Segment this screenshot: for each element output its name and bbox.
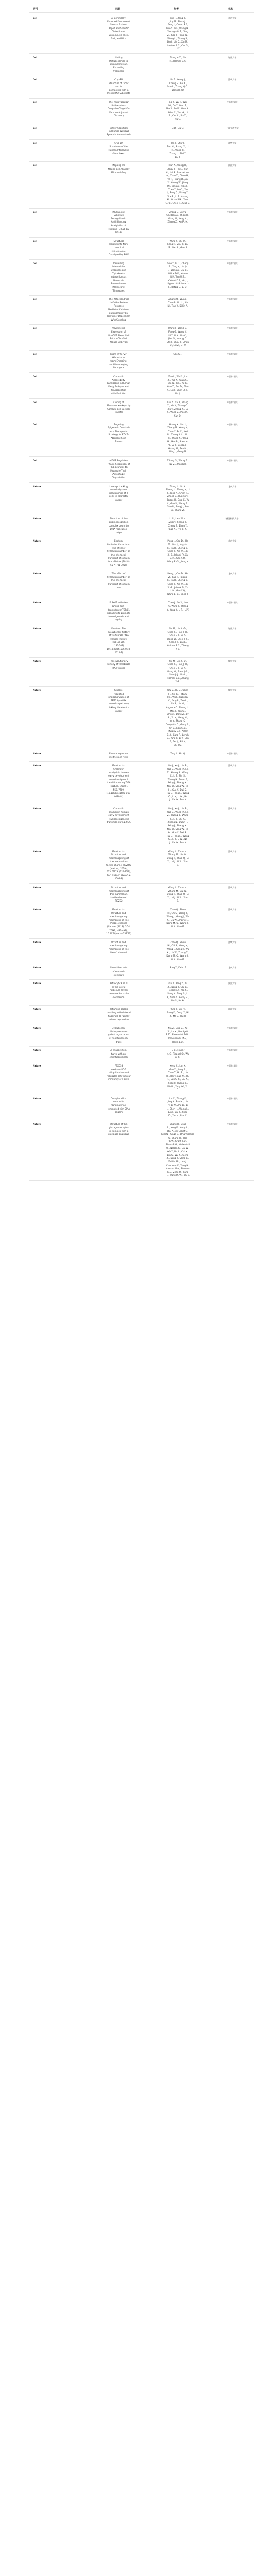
header-divider: [29, 12, 254, 13]
cell-journal: Nature: [33, 752, 41, 755]
cell-title: Structure of the glucagon receptor in complex with a glucagon analogue: [108, 1123, 129, 1136]
cell-institution: 中国科学院: [227, 101, 238, 103]
cell-journal: Nature: [33, 659, 41, 662]
cell-journal: Cell: [33, 17, 37, 19]
cell-title: Cryo-EM Structure of Dicer and Its Complexes with a Pre-miRNA Substrate: [107, 78, 130, 95]
cell-institution: 中国科学院: [227, 1064, 238, 1067]
cell-authors: Gao G.F.: [173, 353, 182, 355]
row-divider: [29, 979, 254, 980]
cell-authors: Liu X., Zhang F., Jing X., Pan M., Liu P., Li W., Zhu B., Li J., Chen H., Wang L., Lin J., Liu Y., Zhao D., Yan H., Fan C.: [166, 1097, 189, 1117]
cell-authors: Zhang L., Yu X., Zheng L., Zhang Y., Li Y., Fang N., Chen R., Zhang B., Huang Y., Booce H., Guo X., Yu Y., Guo S., Wang Z., Gao R., Peng J., Ren X., Zhang Z.: [166, 484, 190, 511]
cell-institution: 清华大学: [228, 908, 237, 911]
cell-journal: Nature: [33, 627, 41, 630]
cell-journal: Nature: [33, 886, 41, 889]
cell-title: Chromatin Accessibility Landscape in Human Early Embryos and Its Association with Evolution: [107, 375, 131, 395]
cell-authors: Wu D., Hu D., Chen H., Shi G., Fetahu I.S., Wu F., Rabidou K., Fang R., Tan L., Xu S., Liu H., Argueta C., Zhang L., Mao F., Yan G., Chen J., Dong Z., Lv R., Xu Y., Wang M., Ye Y., Zhang S., Duquette D., Geng S., Yin C., Lian C.G., Murphy G.F., Adler G.K., Garg R., Lynch L., Yang P., Li Y., Lan F., Fan J., Shi Y., Shi Y.G.: [166, 689, 190, 746]
cell-journal: Cell: [33, 353, 37, 355]
cell-journal: Nature: [33, 982, 41, 985]
cell-institution: 中国科学院: [227, 210, 238, 213]
cell-title: The Mitochondrial Unfolded Protein Response Mediated Cell-Non- autonomously by Retromer-Dependent Wnt Signaling: [107, 298, 130, 321]
cell-authors: Gao L., Wu K., Liu Z., Yao X., Yuan S., Tao W., Yi L., Yu G., Hou Z., Fan D., Tian Y., Liu J., Chen Z.-J., Liu J.: [167, 375, 189, 395]
cell-institution: 清华大学: [228, 807, 237, 810]
cell-journal: Nature: [33, 764, 41, 767]
cell-title: Visualizing Intercellular Organelle and Cytoskeletal Interactions at Nanoscale Resolution on Millisecond Timescales: [110, 261, 127, 292]
cell-authors: Peng J., Cao D., He Z., Guo J., Hapala P., Ma R., Cheng B., Chen J., Xie W.J., Li X.-Z., Jelinek P., Xu L.-M., Gao Y.Q., Wang E.-G., Jiang Y.: [167, 572, 189, 595]
cell-journal: Nature: [33, 1027, 41, 1030]
cell-journal: Nature: [33, 807, 41, 810]
cell-institution: 中国科学院: [227, 1027, 238, 1030]
cell-title: Cryo-EM Structures of the Human Interleukin Complexes: [108, 142, 129, 155]
cell-authors: Sun F., Zeng J., Jing M., Zhou J., Feng J., Owen S.F., Luo Y., Li F., Wang H., Yamaguchi T., Yong Z., Gao Y., Peng W., Wang L., Zhang S., Du J., Lin D., Xu M., Kreitzer A.C., Cui G., Li Y.: [166, 17, 189, 50]
cell-title: Mapping the Mouse Cell Atlas by Microwell-Seq: [108, 164, 130, 174]
row-divider: [29, 482, 254, 483]
cell-authors: Peng J., Cao D., He Z., Guo J., Hapala P., Ma R., Cheng B., Chen J., Xie W.J., Li X.-Z., Jelinek P., Xu L.-M., Gao Y.Q., Wang E.-G., Jiang Y.: [167, 539, 189, 563]
cell-title: Targeting Epigenetic Crosstalk as a Therapeutic Strategy for EZH2- Aberrant Solid Tumors: [107, 423, 130, 443]
cell-institution: 北京大学: [228, 484, 237, 488]
header-title: 标题: [115, 8, 121, 11]
cell-title: ELMO2 activates amino-acid- dependent mTORC1 signalling to promote tumorigenesis and ageing: [107, 601, 131, 621]
row-divider: [29, 350, 254, 351]
cell-authors: Zhang Q., Wu X., Chen P., Liu L., Xin N., Tian Y., Dillin A.: [167, 298, 188, 308]
cell-journal: Cell: [33, 210, 37, 213]
cell-journal: Nature: [33, 689, 41, 691]
cell-journal: Cell: [33, 78, 37, 81]
row-divider: [29, 139, 254, 140]
cell-journal: Cell: [33, 101, 37, 103]
cell-authors: Huang X., Yan J., Zhang M., Wang Y., Chen Y., Fu X., Wei R., Zheng X.-L., Liu Z., Zhang X., Yang H., Hao B., Shen Y.- Y., Su Y., Cong X., Huang M., Tan M., Ding J., Geng M.: [167, 423, 188, 453]
cell-institution: 清华大学: [228, 940, 237, 944]
cell-title: Chromatin analysis in human early development reveals epigenetic transition during ZGA: [107, 807, 131, 824]
cell-title: The Microvascular Pathway to a Drug-able Target for Vaccine Adjuvant Discovery: [107, 101, 130, 117]
cell-title: Asymmetric Expression of LincGET Biases Cell Fate in Two-Cell Mouse Embryos: [108, 327, 130, 343]
cell-title: A Genetically Encoded Fluorescent Sensor Enables Rapid and Specific Detection of Dopamine in Flies, Fish, and Mice: [107, 17, 130, 40]
cell-title: A Triassic stem turtle with an edentulous beak: [109, 1049, 128, 1059]
cell-title: Count the costs of economic slowdown: [110, 966, 128, 976]
cell-journal: Cell: [33, 164, 37, 167]
cell-institution: 浙江大学: [228, 164, 237, 167]
cell-journal: Cell: [33, 327, 37, 330]
cell-institution: 清华大学: [228, 78, 237, 81]
cell-institution: 中国科学院: [227, 459, 238, 462]
cell-authors: Li C., Fraser N.C., Rieppel O., Wu X.-C.: [166, 1049, 189, 1059]
row-divider: [29, 1005, 254, 1006]
cell-title: The evolutionary history of vertebrate RNA viruses: [107, 659, 130, 669]
cell-title: FBXO38 mediates PD-1 ubiquitination and regulates anti-tumour immunity of T cells: [107, 1064, 131, 1081]
cell-authors: Wang Y., Shi M., Feng H., Zhu Y., Liu S., Gao A., Gao P.: [167, 239, 188, 249]
cell-authors: Wang L., Zhou H., Zhang M., Liu W., Deng T., Zhao Q., Li Y., Lei J., Li X., Xiao B.: [167, 886, 189, 903]
cell-institution: 中国科学院: [227, 1097, 238, 1100]
row-divider: [29, 161, 254, 162]
cell-journal: Nature: [33, 601, 41, 604]
row-divider: [29, 657, 254, 658]
cell-journal: Nature: [33, 1097, 41, 1100]
cell-title: Evolutionary history resolves global organization of root functional traits: [108, 1027, 130, 1043]
cell-journal: Cell: [33, 261, 37, 265]
cell-journal: Cell: [33, 239, 37, 242]
cell-journal: Cell: [33, 459, 37, 462]
cell-institution: 复旦大学: [228, 659, 237, 662]
cell-institution: 中国科学院: [227, 239, 238, 242]
cell-institution: 中国科学院: [227, 1049, 238, 1052]
cell-institution: 北京大学: [228, 966, 237, 970]
row-divider: [29, 259, 254, 260]
row-divider: [29, 883, 254, 884]
cell-journal: Cell: [33, 298, 37, 301]
cell-title: Evaluating ozone metrics and risks: [109, 752, 129, 758]
row-divider: [29, 456, 254, 457]
cell-institution: 北京大学: [228, 539, 237, 543]
cell-title: Erratum: The evolutionary history of vertebrate RNA viruses (Nature (2018) 556 (197-202) 10.1038/s41586-018- 0012-7): [107, 627, 131, 654]
cell-authors: Han X., Wang R., Zhou Y., Fei L., Sun H., Lai S., Saadatpour A., Zhou Z., Chen H., Ye F., Huang D., Xu Y., Huang W., Jiang M., Jiang X., Mao J., Chen Y., Lu C., Xie J., Fang Q., Wang Y., Yue R., Li T., Huang H., Orkin S.H., Yuan G.-C., Chen M., Guo G.: [165, 164, 190, 204]
cell-title: Structure and mechanogating of the mammalian tactile channel PIEZO2: [108, 886, 129, 903]
cell-journal: Cell: [33, 423, 37, 426]
cell-title: Ketamine blocks bursting in the lateral habenula to rapidly relieve depression: [107, 1007, 131, 1021]
cell-title: mTOR Regulates Phase Separation of PGL Granules to Modulate Their Autophagic Degradation: [108, 459, 130, 479]
cell-institution: 清华大学: [228, 886, 237, 889]
cell-authors: Shi M., Lin X.-D., Chen X., Tian J.-H., Chen L.-J., Li K., Wang W., Eden J.-S., Shen J.-J., Liu L., Holmes E.C., Zhang Y.-Z.: [167, 627, 189, 650]
row-divider: [29, 761, 254, 762]
cell-institution: 北京大学: [228, 572, 237, 575]
cell-title: Cloning of Macaque Monkeys by Somatic Cell Nuclear Transfer: [107, 400, 131, 414]
cell-authors: Wang J., Wang L., Feng G., Wang Y., Li Y., Li X., Liu C., Jiao G., Huang C., Shi J., Zhou T., Zhou Q., Liu Z., Li W.: [167, 327, 189, 347]
cell-institution: 中国科学院: [227, 261, 238, 265]
cell-institution: 浙江大学: [228, 1007, 237, 1010]
header-institution: 机构: [228, 8, 234, 11]
cell-authors: Cui Y., Yang Y., Ni Z., Dong Y., Cai G., Foncelle A., Ma S., Sang K., Tang S., Li Y., Shen Y., Berry H., Wu S., Hu H.: [167, 982, 189, 1002]
cell-institution: 中国科学院: [227, 400, 238, 404]
cell-journal: Nature: [33, 539, 41, 543]
cell-authors: Zhang H., Qiao A., Yang D., Yang L., Dai A., de Graaf C., Reedtz-Runge S., Dharmarajan V., Zhang H., Han G.W., Grant T.D., Sierra R.G., Weierstall U., Nelson G., Liu W., Wu Y., Ma L., Cai X., Lin G., Wu X., Geng Z., Dong Y., Song G., Griffin P.R., Lau J., Cherezov V., Yang H., Hanson M.A., Stevens R.C., Zhao Q., Jiang H., Wang M.-W., Wu B.: [161, 1123, 195, 1177]
cell-institution: 清华大学: [228, 142, 237, 145]
cell-journal: Nature: [33, 850, 41, 853]
cell-journal: Cell: [33, 400, 37, 404]
cell-title: Multivalent Substrate Recognition in Anti-Silencing Acetylation of Histone H3 K56 by Rtt109: [108, 210, 129, 234]
cell-title: Complex silica composite nanomaterials templated with DNA origami: [107, 1097, 130, 1114]
cell-journal: Nature: [33, 484, 41, 488]
cell-authors: Zhao Q., Zhou H., Chi S., Wang Y., Wang J., Geng J., Wu K., Liu W., Zhang T., Dong M.-Q., Wang J., Li X., Xiao B.: [166, 940, 189, 961]
cell-authors: Yang Y., Cui Y., Sang K., Dong Y., Ni Z., Ma S., Hu H.: [167, 1007, 189, 1017]
cell-journal: Nature: [33, 517, 41, 520]
cell-institution: 浙江大学: [228, 982, 237, 985]
cell-journal: Nature: [33, 966, 41, 970]
row-divider: [29, 208, 254, 209]
cell-journal: Cell: [33, 56, 37, 59]
cell-institution: 中国科学院: [227, 298, 238, 301]
cell-title: Uniting Metagenomics to Characterize an Expanding Virosphere: [109, 56, 129, 73]
cell-authors: Zhang Y.-Z., Shi M., Holmes E.C.: [169, 56, 187, 62]
cell-institution: 清华大学: [228, 764, 237, 767]
cell-institution: 复旦大学: [228, 56, 237, 59]
row-divider: [29, 1180, 254, 1181]
cell-authors: Liu Z., Wang J., Cheng H., Ke X., Sun L., Zhang Q.C., Wang H.-W.: [167, 78, 189, 91]
row-divider: [29, 53, 254, 54]
row-divider: [29, 686, 254, 687]
row-divider: [29, 237, 254, 238]
cell-institution: 中国科学院: [227, 1123, 238, 1126]
cell-authors: Zhang L., Serra- Cardona A., Zhou H., Wang M., Yang N., Zhang Z., Xu R.-M.: [166, 210, 189, 224]
cell-journal: Nature: [33, 1007, 41, 1010]
row-divider: [29, 398, 254, 399]
cell-title: Erratum to: Structure and mechanogating mechanism of the Piezo1 channel (Nature, (2018), 554, 7693, (487-492), 10.1038/nature25743): [106, 908, 131, 935]
cell-authors: Zhang G., Wang Z., Du Z., Zhang H.: [167, 459, 189, 465]
cell-journal: Nature: [33, 1064, 41, 1067]
row-divider: [29, 938, 254, 939]
cell-institution: 中国科学院: [227, 601, 238, 604]
cell-authors: Ma Z., Guo D., Xu X., Lu M., Bardgett R.D., Eissenstat D.M., McCormack M.L., Hedin L.O.: [166, 1027, 190, 1043]
cell-title: Structure of the origin recognition complex bound to DNA replication origin: [109, 517, 129, 534]
cell-title: Structural Insights into Non- canonical Ubiquitination Catalyzed by SidE: [109, 239, 129, 256]
row-divider: [29, 98, 254, 99]
cell-institution: 中国科学院: [227, 375, 238, 378]
cell-authors: Wang L., Zhou H., Zhang M., Liu W., Deng T., Zhao Q., Li Y., Lei J., Li X., Xiao B.: [167, 850, 189, 866]
cell-title: From “A” to “Z” HIV: Attacks from Emerging and Re-emerging Pathogens: [109, 353, 129, 369]
row-divider: [29, 372, 254, 373]
cell-institution: 上海交通大学: [225, 126, 239, 129]
cell-authors: Wu J., Xu J., Liu B., Yao G., Wang P., Lin Z., Huang B., Wang X., Li T., Shi S., Zhang N., Duan F., Ming J., Zhang X., Niu W., Song W., Jin H., Guo Y., Dai S., Hu L., Fang L., Wang Q., Li Y., Li W., Na J., Xie W., Sun Y.: [166, 764, 189, 801]
cell-title: Erratum to: Structure and mechanogating of the mammalian tactile channel PIEZO2 (Nature, (2019), 573, 7773, (225-229), 10.1038/s41586-019- 1505-8): [106, 850, 131, 880]
cell-authors: Chen J., Ou Y., Luo R., Wang J., Zhang Y., Yang Y., Li R., Li Y.: [166, 601, 189, 611]
cell-title: Erratum to: Chromatin analysis in human early development reveals epigenetic transition during ZGA (Nature, (2018), 558, 7709, (10.1038/s41586-018- 0080-8)): [106, 764, 131, 798]
cell-institution: 清华大学: [228, 850, 237, 853]
cell-journal: Nature: [33, 908, 41, 911]
cell-institution: 香港科技大学: [225, 517, 239, 520]
cell-title: Lineage tracking reveals dynamic relationships of T cells in colorectal cancer: [109, 484, 129, 501]
header-authors: 作者: [174, 8, 179, 11]
cell-authors: Tan J., Shu Y., Tan M., Shang X., Li M., Wang Y., Zhang L., Shi Y., Liu Y.: [167, 142, 189, 158]
cell-authors: Tang L., Hu Q.: [170, 752, 186, 755]
cell-title: Erratum: Publisher Correction: The effect of hydration number on the interfacial transport of sodium ions (Nature (2018) 557 (701-705)): [107, 539, 131, 566]
cell-authors: Guo Y., Li D., Zhang S., Yang Y., Liu J.- J., Wang X., Liu C., Milkie D.E., Moore R.P., Tulu U.S., Kiehart D.P., Hu J., Lippincott-Schwartz J., Betzig E., Li D.: [167, 261, 189, 288]
cell-journal: Nature: [33, 1049, 41, 1052]
cell-title: The effect of hydration number on the interfacial transport of sodium ions: [107, 572, 131, 589]
cell-institution: 复旦大学: [228, 627, 237, 630]
header-journal: 期刊: [33, 8, 38, 11]
cell-title: Glucose- regulated phosphorylation of TET2 by AMPK reveals a pathway linking diabetes to cancer: [108, 689, 129, 712]
cell-institution: 北京大学: [228, 17, 237, 19]
cell-journal: Cell: [33, 375, 37, 378]
cell-title: Structure and mechanogating mechanism of the Piezo1 channel: [109, 940, 129, 954]
cell-institution: 中国科学院: [227, 327, 238, 330]
cell-title: Astrocytic Kir4.1 in the lateral habenula drives neuronal bursts in depression: [109, 982, 129, 999]
cell-authors: Li D., Liu C.: [172, 126, 184, 129]
cell-authors: Song Y., Kahrl F.: [169, 966, 187, 970]
cell-journal: Nature: [33, 1123, 41, 1126]
cell-institution: 中国科学院: [227, 752, 238, 755]
row-divider: [29, 295, 254, 296]
cell-institution: 中国科学院: [227, 423, 238, 426]
cell-institution: 中国科学院: [227, 353, 238, 355]
cell-journal: Cell: [33, 142, 37, 145]
cell-institution: 复旦大学: [228, 689, 237, 691]
cell-journal: Nature: [33, 572, 41, 575]
cell-authors: Zhao Q., Zhou H., Chi S., Wang Y., Wang J., Geng J., Wu K., Liu W., Zhang T., Dong M.-Q., Wang J., Li X., Xiao B.: [166, 908, 189, 928]
cell-journal: Nature: [33, 940, 41, 944]
cell-authors: Meng X., Liu X., Guo X., Jiang S., Chen T., Hu Z., Liu H., Bai Y., Xue M., Hu R., Sun S.-C., Liu X., Zhou P., Huang X., Wei L., Yang W., Xu C.: [166, 1064, 189, 1091]
cell-authors: Xia Y., Wu J., Wei W., Du Y., Wan T., Ma X., An W., Guo A., Miao C., Yue H., Li S., Cao X., Su Z., Ma G.: [166, 101, 190, 120]
cell-title: Better Cognition in Human Without Synaptic Homeostasis: [106, 126, 131, 136]
cell-journal: Cell: [33, 126, 37, 129]
cell-authors: Shi M., Lin X.-D., Chen X., Tian J.-H., Chen L.-J., Li K., Wang W., Eden J.-S., Shen J.-J., Liu L., Holmes E.C., Zhang Y.-Z.: [167, 659, 189, 683]
row-divider: [29, 324, 254, 325]
cell-authors: Wu J., Xu J., Liu B., Yao G., Wang P., Lin Z., Huang B., Wang X., Li T., Shi S., Zhang N., Duan F., Ming J., Zhang X., Niu W., Song W., Jin H., Guo Y., Dai S., Hu L., Fang L., Wang Q., Li Y., Li W., Na J., Xie W., Sun Y.: [166, 807, 189, 844]
cell-authors: Li N., Lam W.H., Zhai Y., Cheng J., Cheng E., Zhao Y., Gao N., Tye B.-K.: [168, 517, 188, 531]
row-divider: [29, 1046, 254, 1047]
cell-authors: Liu Z., Cai Y., Wang Y., Nie Y., Zhang C., Xu Y., Zhang X., Lu Y., Wang Z., Poo M., Sun Q.: [167, 400, 189, 417]
